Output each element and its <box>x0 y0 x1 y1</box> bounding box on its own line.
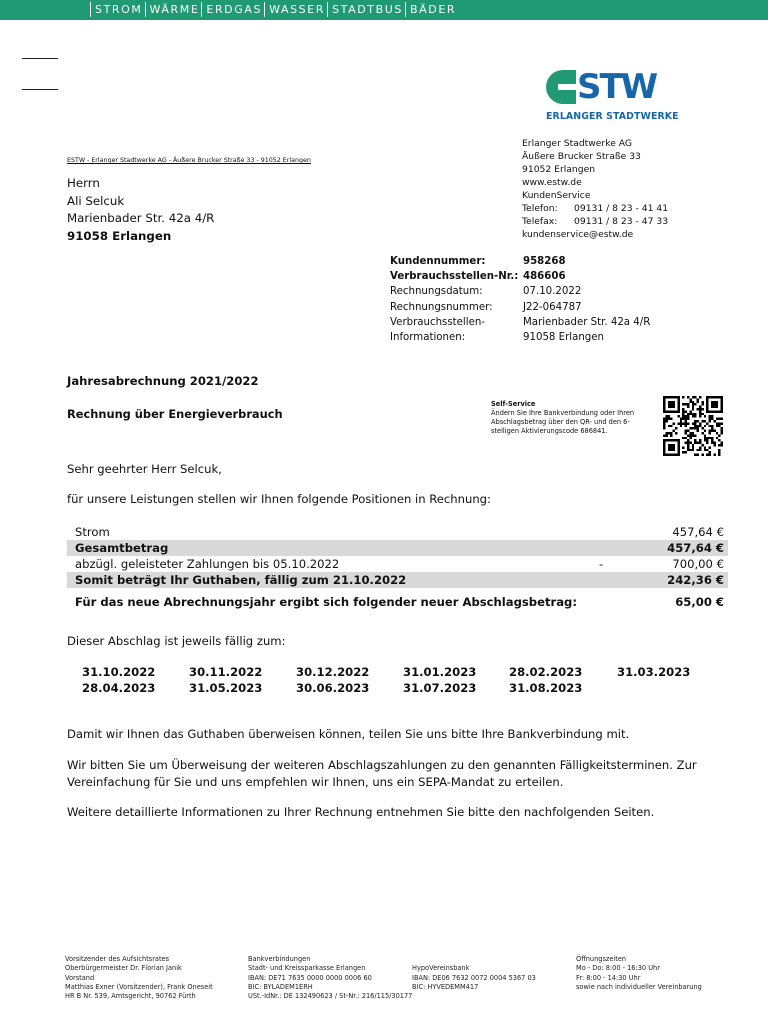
position-amount: 457,64 € <box>672 525 724 539</box>
sender-dept: KundenService <box>522 190 591 201</box>
positions-table <box>67 524 728 610</box>
nav-item-stadtbus: STADTBUS <box>327 2 405 17</box>
meta-site-value-2: 91058 Erlangen <box>523 332 604 344</box>
meta-site-label-1: Verbrauchsstellen- <box>390 316 485 328</box>
self-service-text: Ändern Sie Ihre Bankverbindung oder Ihren Abschlagsbetrag über den QR- und den 6-stelligen Aktivierungscode 686841. <box>491 409 635 435</box>
sender-email: kundenservice@estw.de <box>522 229 634 240</box>
footer-line: sowie nach individueller Vereinbarung <box>576 982 702 991</box>
recipient-name: Ali Selcuk <box>67 193 125 208</box>
meta-consumption-row <box>390 269 650 284</box>
due-date: 28.02.2023 <box>509 665 583 679</box>
due-dates-label: Dieser Abschlag ist jeweils fällig zum: <box>67 634 286 648</box>
footer-line: IBAN: DE06 7632 0072 0004 5367 03 <box>412 973 536 982</box>
meta-customer-row <box>390 254 650 269</box>
letter-intro: für unsere Leistungen stellen wir Ihnen folgende Positionen in Rechnung: <box>67 492 491 506</box>
due-date: 30.11.2022 <box>189 665 263 679</box>
due-date: 31.05.2023 <box>189 681 263 695</box>
sender-fax-label: Telefax: <box>522 216 558 227</box>
sender-city: 91052 Erlangen <box>522 164 596 175</box>
meta-site-row-1 <box>390 315 650 330</box>
due-date: 30.12.2022 <box>296 665 370 679</box>
due-date: 28.04.2023 <box>82 681 156 695</box>
letter-greeting: Sehr geehrter Herr Selcuk, <box>67 462 222 476</box>
document-title: Jahresabrechnung 2021/2022 <box>67 374 259 388</box>
meta-customer-value: 958268 <box>523 256 566 267</box>
position-row-total <box>67 540 728 556</box>
footer-board <box>65 955 213 1001</box>
due-date: 31.07.2023 <box>403 681 477 695</box>
meta-invoice-value: J22-064787 <box>523 301 582 313</box>
due-date: 30.06.2023 <box>296 681 370 695</box>
meta-invoice-label: Rechnungsnummer: <box>390 301 493 313</box>
total-amount: 457,64 € <box>667 541 724 555</box>
footer-line: Bankverbindungen <box>248 955 311 963</box>
paragraph-sepa-line-2: Vereinfachung für Sie und uns empfehlen wir Ihnen, uns ein SEPA-Mandat zu erteilen. <box>67 775 564 789</box>
logo-e-shape <box>546 70 576 104</box>
nav-item-baeder: BÄDER <box>405 2 458 17</box>
due-date: 31.08.2023 <box>509 681 583 695</box>
nav-item-waerme: WÄRME <box>145 2 202 17</box>
return-address: ESTW - Erlanger Stadtwerke AG - Äußere Brucker Straße 33 - 91052 Erlangen <box>67 157 311 164</box>
meta-site-value-1: Marienbader Str. 42a 4/R <box>523 316 651 328</box>
fold-mark-bottom <box>22 89 58 90</box>
self-service-heading: Self-Service <box>491 400 536 408</box>
nav-item-erdgas: ERDGAS <box>201 2 264 17</box>
position-row-strom <box>67 524 728 540</box>
meta-date-row <box>390 284 650 299</box>
position-row-paid <box>67 556 728 572</box>
estw-logo <box>546 67 706 126</box>
credit-amount: 242,36 € <box>667 573 724 587</box>
paid-amount: 700,00 € <box>672 557 724 571</box>
paragraph-more-info: Weitere detaillierte Informationen zu Ihrer Rechnung entnehmen Sie bitte den nachfolgenden Seiten. <box>67 805 655 819</box>
meta-consumption-label: Verbrauchsstellen-Nr.: <box>390 271 519 283</box>
nav-item-strom: STROM <box>90 2 145 17</box>
paragraph-sepa-line-1: Wir bitten Sie um Überweisung der weiteren Abschlagszahlungen zu den genannten Fälligkeitsterminen. Zur <box>67 758 697 772</box>
sender-fax-row <box>522 215 668 228</box>
position-row-credit <box>67 572 728 588</box>
meta-date-label: Rechnungsdatum: <box>390 286 483 298</box>
sender-fax: 09131 / 8 23 - 47 33 <box>574 216 669 227</box>
position-row-new-installment <box>67 594 728 610</box>
meta-invoice-row <box>390 300 650 315</box>
sender-street: Äußere Brucker Straße 33 <box>522 151 641 162</box>
meta-site-row-2 <box>390 330 650 345</box>
footer-line: Stadt- und Kreissparkasse Erlangen <box>248 964 366 973</box>
due-date: 31.03.2023 <box>617 665 691 679</box>
top-banner <box>0 0 768 20</box>
recipient-salutation: Herrn <box>67 176 100 190</box>
footer-line: Matthias Exner (Vorsitzender), Frank Oneseit <box>65 982 213 991</box>
footer-opening-hours <box>576 955 702 992</box>
paragraph-sepa <box>67 757 697 791</box>
footer-line: BIC: HYVEDEMM417 <box>412 982 479 991</box>
invoice-meta <box>390 254 650 345</box>
sender-phone: 09131 / 8 23 - 41 41 <box>574 203 669 214</box>
footer-line: Fr: 8:00 - 14:30 Uhr <box>576 973 641 982</box>
footer-line: Vorsitzender des Aufsichtsrates <box>65 955 170 963</box>
credit-label: Somit beträgt Ihr Guthaben, fällig zum 21.10.2022 <box>75 573 407 587</box>
recipient-street: Marienbader Str. 42a 4/R <box>67 211 215 225</box>
due-dates-grid <box>82 664 722 696</box>
sender-web: www.estw.de <box>522 177 582 188</box>
footer-line: HR B Nr. 539, Amtsgericht, 90762 Fürth <box>65 992 196 1001</box>
new-installment-label: Für das neue Abrechnungsjahr ergibt sich folgender neuer Abschlagsbetrag: <box>75 595 577 609</box>
qr-code-icon[interactable] <box>663 396 723 456</box>
self-service-note <box>491 400 656 436</box>
document-subtitle: Rechnung über Energieverbrauch <box>67 407 283 421</box>
fold-mark-top <box>22 58 58 59</box>
nav-item-wasser: WASSER <box>264 2 327 17</box>
service-nav <box>90 2 458 17</box>
footer-line: HypoVereinsbank <box>412 964 470 973</box>
sender-phone-label: Telefon: <box>522 203 558 214</box>
footer-line: IBAN: DE71 7635 0000 0000 0006 60 <box>248 973 372 982</box>
position-label: Strom <box>75 525 110 539</box>
footer-line: BIC: BYLADEM1ERH <box>248 982 313 991</box>
footer-line: USt.-IdNr.: DE 132490623 / St-Nr.: 216/115/30177 <box>248 992 413 1001</box>
meta-customer-label: Kundennummer: <box>390 256 486 267</box>
logo-subtitle: ERLANGER STADTWERKE <box>546 111 679 122</box>
due-date: 31.10.2022 <box>82 665 156 679</box>
total-label: Gesamtbetrag <box>75 541 169 555</box>
footer-line: Vorstand <box>65 973 95 982</box>
recipient-address <box>67 175 214 245</box>
logo-mark <box>546 67 706 107</box>
sender-info <box>522 137 668 241</box>
meta-site-label-2: Informationen: <box>390 332 466 344</box>
footer-line: Oberbürgermeister Dr. Florian Janik <box>65 964 182 973</box>
logo-letters: STW <box>577 67 657 107</box>
footer-line: Mo - Do: 8:00 - 16:30 Uhr <box>576 964 660 973</box>
meta-consumption-value: 486606 <box>523 271 566 283</box>
paragraph-bank-details: Damit wir Ihnen das Guthaben überweisen können, teilen Sie uns bitte Ihre Bankverbindung mit. <box>67 727 630 741</box>
recipient-city: 91058 Erlangen <box>67 228 172 243</box>
sender-company: Erlanger Stadtwerke AG <box>522 138 633 149</box>
footer-bank-2 <box>412 964 536 992</box>
due-date: 31.01.2023 <box>403 665 477 679</box>
sender-phone-row <box>522 202 668 215</box>
footer-line: Öffnungszeiten <box>576 955 627 963</box>
meta-date-value: 07.10.2022 <box>523 286 582 298</box>
paid-label: abzügl. geleisteter Zahlungen bis 05.10.2022 <box>75 557 340 571</box>
new-installment-amount: 65,00 € <box>675 595 724 609</box>
paid-sign: - <box>599 557 604 571</box>
footer-bank-1 <box>248 955 412 1001</box>
